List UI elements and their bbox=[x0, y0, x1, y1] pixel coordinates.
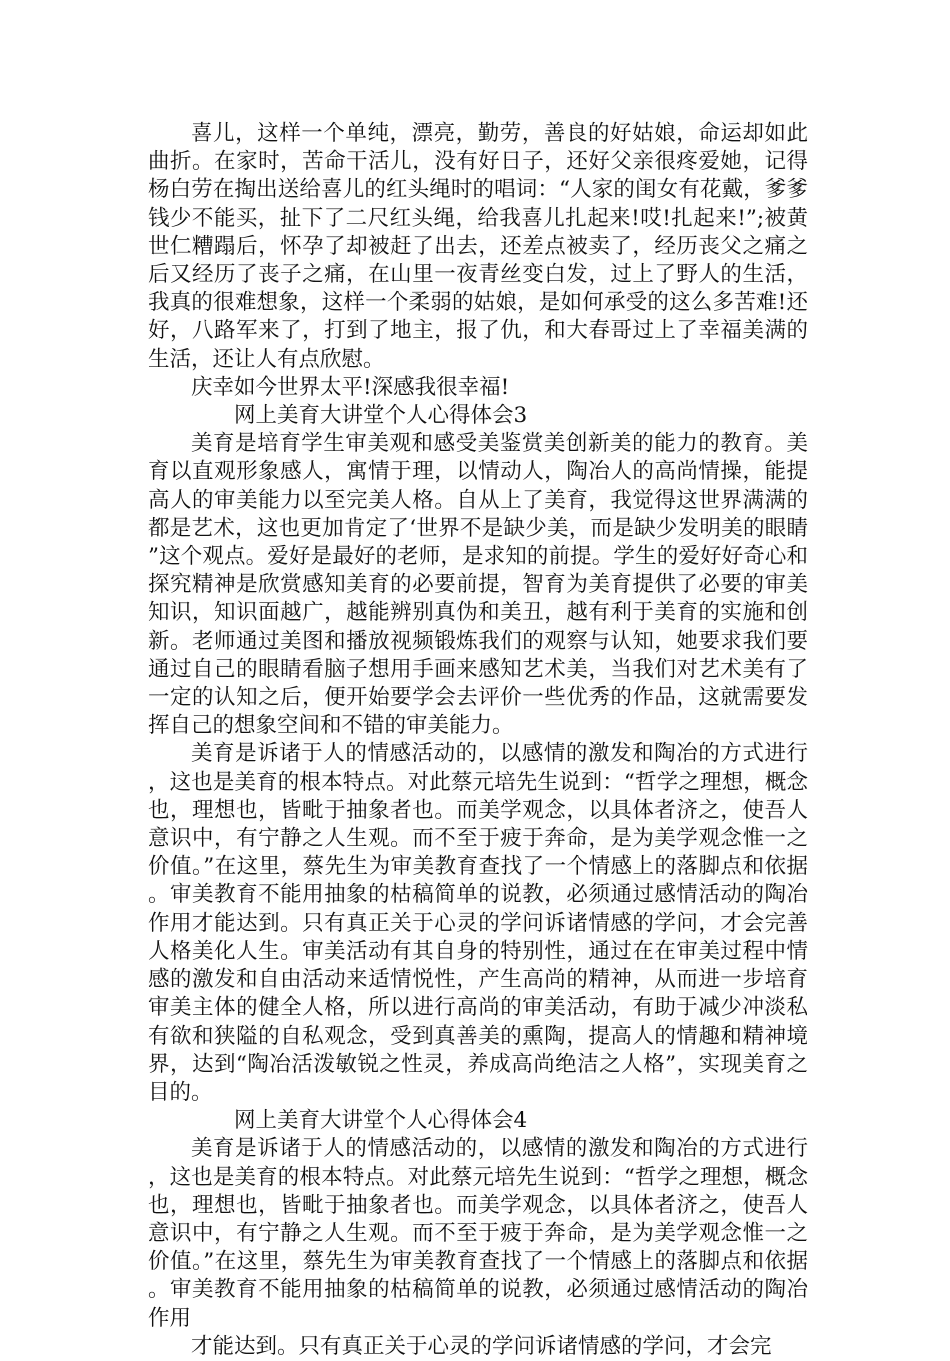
section-heading-3: 网上美育大讲堂个人心得体会3 bbox=[234, 403, 528, 429]
document-page bbox=[148, 120, 808, 1361]
section-heading-4: 网上美育大讲堂个人心得体会4 bbox=[234, 1108, 528, 1134]
paragraph-continuation: 才能达到。只有真正关于心灵的学问诉诸情感的学问，才会完 bbox=[191, 1333, 772, 1359]
paragraph-xier-story: 喜儿，这样一个单纯，漂亮，勤劳，善良的好姑娘，命运却如此曲折。在家时，苦命干活儿，没有好日子，还好父亲很疼爱她，记得杨白劳在掏出送给喜儿的红头绳时的唱词：“人家的闺女有花戴，爹爹钱少不能买，扯下了二尺红头绳，给我喜儿扎起来!哎!扎起来!”;被黄世仁糟蹋后，怀孕了却被赶了出去，还差点被卖了，经历丧父之痛之后又经历了丧子之痛，在山里一夜青丝变白发，过上了野人的生活，我真的很难想象，这样一个柔弱的姑娘，是如何承受的这么多苦难!还好，八路军来了，打到了地主，报了仇，和大春哥过上了幸福美满的生活，还让人有点欣慰。 bbox=[148, 121, 808, 372]
paragraph-peace: 庆幸如今世界太平!深感我很幸福! bbox=[191, 374, 510, 400]
paragraph-aesthetic-education: 美育是培育学生审美观和感受美鉴赏美创新美的能力的教育。美育以直观形象感人，寓情于理，以情动人，陶冶人的高尚情操，能提高人的审美能力以至完美人格。自从上了美育，我觉得这世界满满的都是艺术，这也更加肯定了‘世界不是缺少美，而是缺少发明美的眼睛”这个观点。爱好是最好的老师，是求知的前提。学生的爱好好奇心和探究精神是欣赏感知美育的必要前提，智育为美育提供了必要的审美知识，知识面越广，越能辨别真伪和美丑，越有利于美育的实施和创新。老师通过美图和播放视频锻炼我们的观察与认知，她要求我们要通过自己的眼睛看脑子想用手画来感知艺术美，当我们对艺术美有了一定的认知之后，便开始要学会去评价一些优秀的作品，这就需要发挥自己的想象空间和不错的审美能力。 bbox=[148, 431, 808, 739]
paragraph-emotional-activity: 美育是诉诸于人的情感活动的，以感情的激发和陶冶的方式进行，这也是美育的根本特点。对此蔡元培先生说到：“哲学之理想，概念也，理想也，皆毗于抽象者也。而美学观念，以具体者济之，使吾人意识中，有宁静之人生观。而不至于疲于奔命，是为美学观念惟一之价值。”在这里，蔡先生为审美教育查找了一个情感上的落脚点和依据。审美教育不能用抽象的枯稿简单的说教，必须通过感情活动的陶冶作用才能达到。只有真正关于心灵的学问诉诸情感的学问，才会完善人格美化人生。审美活动有其自身的特别性，通过在在审美过程中情感的激发和自由活动来适情悦性，产生高尚的精神，从而进一步培育审美主体的健全人格，所以进行高尚的审美活动，有助于减少冲淡私有欲和狭隘的自私观念，受到真善美的熏陶，提高人的情趣和精神境界，达到“陶冶活泼敏锐之性灵，养成高尚绝洁之人格”，实现美育之目的。 bbox=[148, 741, 808, 1105]
paragraph-emotional-activity-repeat: 美育是诉诸于人的情感活动的，以感情的激发和陶冶的方式进行，这也是美育的根本特点。对此蔡元培先生说到：“哲学之理想，概念也，理想也，皆毗于抽象者也。而美学观念，以具体者济之，使吾人意识中，有宁静之人生观。而不至于疲于奔命，是为美学观念惟一之价值。”在这里，蔡先生为审美教育查找了一个情感上的落脚点和依据。审美教育不能用抽象的枯稿简单的说教，必须通过感情活动的陶冶作用 bbox=[148, 1136, 808, 1331]
